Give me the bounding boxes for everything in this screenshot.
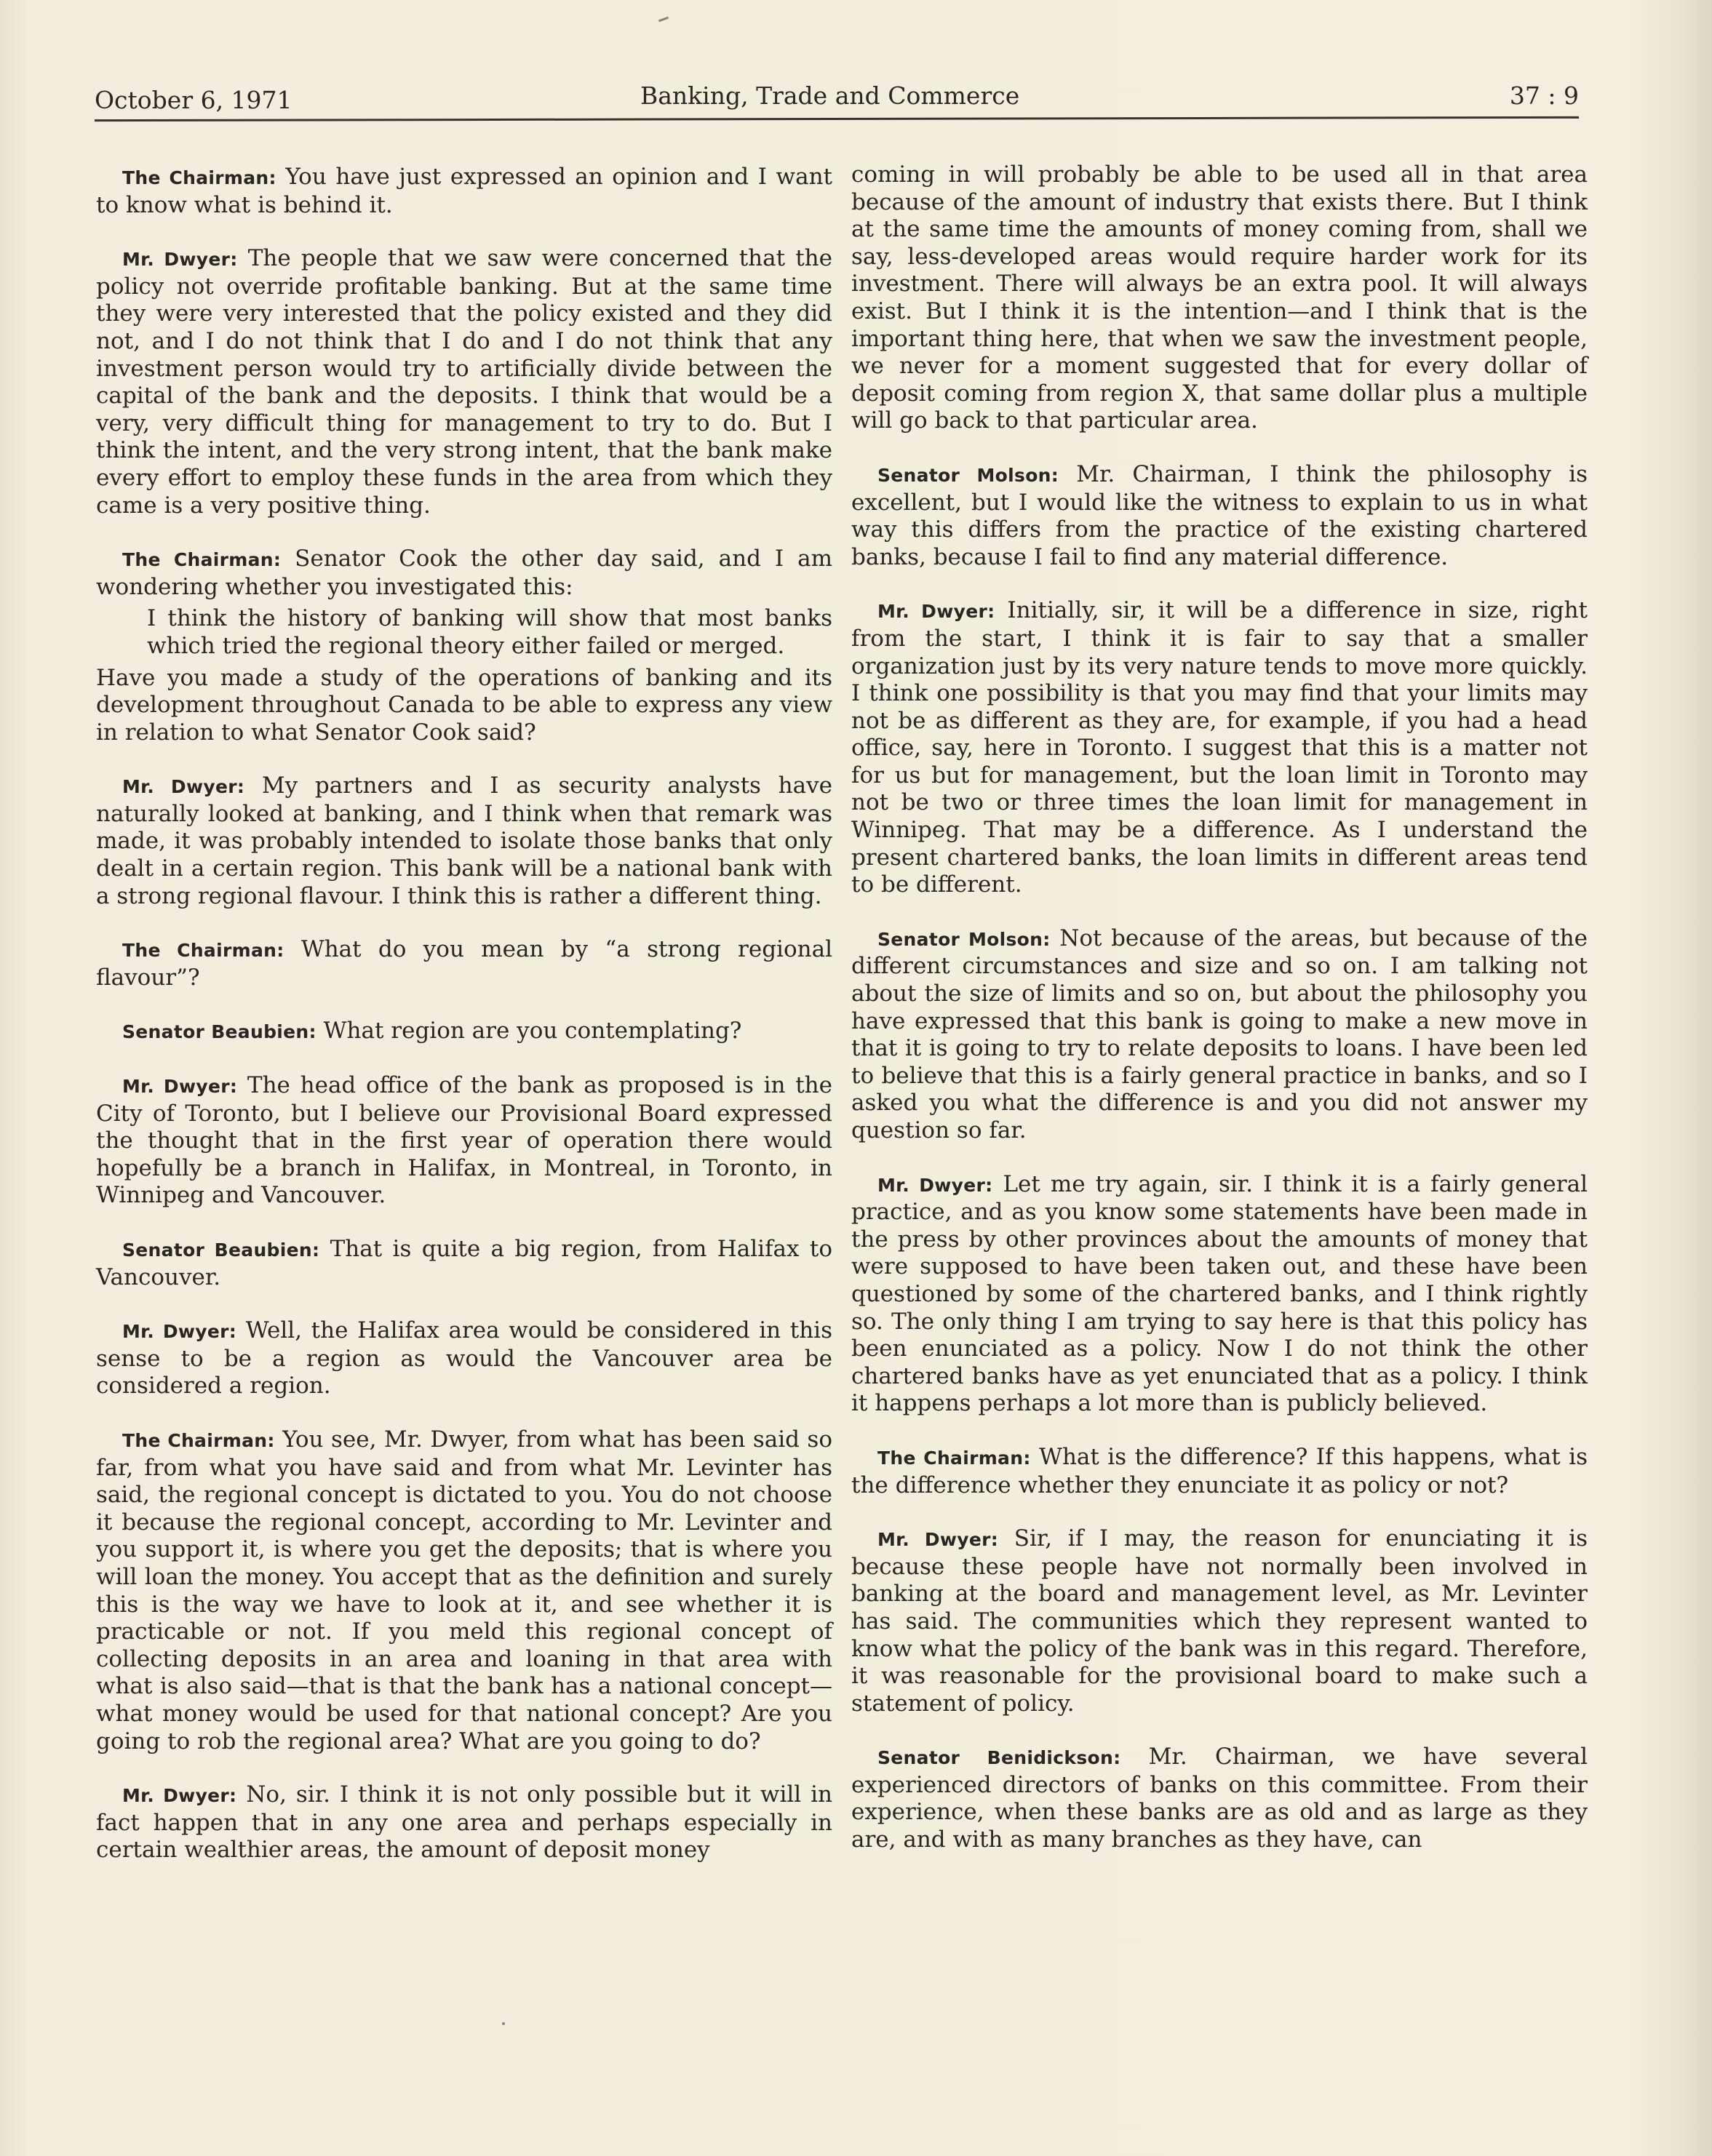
speaker-label: Mr. Dwyer: xyxy=(877,1529,999,1551)
header-title: Banking, Trade and Commerce xyxy=(640,81,1020,110)
paragraph xyxy=(851,925,1588,1145)
speaker-label: Mr. Dwyer: xyxy=(122,249,238,271)
paragraph xyxy=(851,161,1588,435)
paragraph-text: Well, the Halifax area would be considered in this sense to be a region as would the Vancouver area be considered a region. xyxy=(96,1317,832,1400)
paragraph xyxy=(96,546,832,601)
paragraph-text: That is quite a big region, from Halifax to Vancouver. xyxy=(96,1236,832,1290)
right-column xyxy=(851,161,1588,1880)
running-header xyxy=(95,79,1579,122)
paragraph-text: Not because of the areas, but because of the different circumstances and size and so on. I am talking not about the size of limits and so on, but about the philosophy you have expressed that this bank is going to make a new move in that it is going to try to relate deposits to loans. I have been led to believe that this is a fairly general practice in banks, and so I asked you what the difference is and you did not answer my question so far. xyxy=(851,925,1588,1143)
paragraph-text: The people that we saw were concerned that the policy not override profitable banking. But at the same time they were very interested that the policy existed and they did not, and I do not think that I do and I do not think that any investment person would try to artificially divide between the capital of the bank and the deposits. I think that would be a very, very difficult thing for management to try to do. But I think the intent, and the very strong intent, that the bank make every effort to employ these funds in the area from which they came is a very positive thing. xyxy=(96,245,832,519)
paragraph-text: What region are you contemplating? xyxy=(323,1018,742,1045)
paragraph xyxy=(851,1744,1588,1853)
block-quote: I think the history of banking will show that most banks which tried the regional theory either failed or merged. xyxy=(147,605,832,659)
paragraph-text: No, sir. I think it is not only possible but it will in fact happen that in any one area and perhaps especially in certain wealthier areas, the amount of deposit money xyxy=(96,1781,833,1864)
speaker-label: Mr. Dwyer: xyxy=(877,601,995,623)
paragraph xyxy=(96,1426,832,1755)
paragraph-text: What do you mean by “a strong regional flavour”? xyxy=(96,936,832,991)
speaker-label: Mr. Dwyer: xyxy=(122,776,245,798)
page-mark xyxy=(658,17,669,23)
paragraph-text: Have you made a study of the operations of banking and its development throughout Canada to be able to express any view in relation to what Senator Cook said? xyxy=(96,664,832,746)
paragraph xyxy=(851,1171,1588,1418)
header-date: October 6, 1971 xyxy=(95,86,292,114)
speaker-label: Mr. Dwyer: xyxy=(877,1174,993,1196)
paper-speck xyxy=(502,2022,505,2025)
speaker-label: The Chairman: xyxy=(122,940,284,962)
speaker-label: Senator Molson: xyxy=(877,928,1051,950)
paragraph xyxy=(96,1072,832,1210)
paragraph xyxy=(96,665,832,747)
speaker-label: The Chairman: xyxy=(122,549,282,571)
paragraph xyxy=(851,1444,1588,1499)
paragraph xyxy=(851,1525,1588,1717)
speaker-label: The Chairman: xyxy=(877,1447,1031,1469)
paragraph-text: Mr. Chairman, I think the philosophy is excellent, but I would like the witness to explain to us in what way this differs from the practice of the existing chartered banks, because I fail to find any material difference. xyxy=(851,460,1588,570)
speaker-label: Mr. Dwyer: xyxy=(122,1076,238,1098)
speaker-label: Mr. Dwyer: xyxy=(122,1785,237,1807)
paragraph xyxy=(96,1018,832,1046)
paragraph-text: The head office of the bank as proposed is in the City of Toronto, but I believe our Provisional Board expressed the thought that in the first year of operation there would hopefully be a branch in Halifax, in Montreal, in Toronto, in Winnipeg and Vancouver. xyxy=(96,1072,832,1209)
paragraph-text: Let me try again, sir. I think it is a fairly general practice, and as you know some statements have been made in the press by other provinces about the amounts of money that were supposed to have been taken out, and these have been questioned by some of the chartered banks, and I think rightly so. The only thing I am trying to say here is that this policy has been enunciated as a policy. Now I do not think the other chartered banks have as yet enunciated that as a policy. I think it happens perhaps a lot more than is publicly believed. xyxy=(851,1170,1588,1417)
speaker-label: Senator Beaubien: xyxy=(122,1239,320,1261)
paragraph-text: coming in will probably be able to be used all in that area because of the amount of industry that exists there. But I think at the same time the amounts of money coming from, shall we say, less-developed areas would require harder work for its investment. There will always be an extra pool. It will always exist. But I think it is the intention—and I think that is the important thing here, that when we saw the investment people, we never for a moment suggested that for every dollar of deposit coming from region X, that same dollar plus a multiple will go back to that particular area. xyxy=(851,161,1588,434)
paragraph xyxy=(96,164,832,219)
paragraph xyxy=(96,936,832,991)
speaker-label: The Chairman: xyxy=(122,1429,275,1451)
header-page-number: 37 : 9 xyxy=(1509,81,1579,110)
speaker-label: Senator Benidickson: xyxy=(877,1747,1121,1769)
paragraph xyxy=(96,1317,832,1400)
paragraph xyxy=(96,1236,832,1291)
paragraph-text: My partners and I as security analysts have naturally looked at banking, and I think when that remark was made, it was probably intended to isolate those banks that only dealt in a certain region. This bank will be a national bank with a strong regional flavour. I think this is rather a different thing. xyxy=(96,772,832,909)
paragraph xyxy=(851,461,1588,571)
paragraph-text: You have just expressed an opinion and I want to know what is behind it. xyxy=(96,164,832,218)
speaker-label: The Chairman: xyxy=(122,167,276,188)
paragraph xyxy=(96,245,832,519)
paragraph xyxy=(851,597,1588,899)
paragraph xyxy=(96,772,832,910)
paragraph-text: What is the difference? If this happens, what is the difference whether they enunciate it as policy or not? xyxy=(851,1443,1588,1498)
paragraph-text: Initially, sir, it will be a difference in size, right from the start, I think it is fair to say that a smaller organization just by its very nature tends to move more quickly. I think one possibility is that you may find that your limits may not be as different as they are, for example, if you had a head office, say, here in Toronto. I suggest that this is a matter not for us but for management, but the loan limit in Toronto may not be two or three times the loan limit for management in Winnipeg. That may be a difference. As I understand the present chartered banks, the loan limits in different areas tend to be different. xyxy=(851,597,1588,898)
speaker-label: Senator Beaubien: xyxy=(122,1021,316,1043)
left-column xyxy=(96,164,832,1891)
speaker-label: Mr. Dwyer: xyxy=(122,1321,237,1343)
paragraph-text: Sir, if I may, the reason for enunciating it is because these people have not normally been involved in banking at the board and management level, as Mr. Levinter has said. The communities which they represent wanted to know what the policy of the bank was in this regard. Therefore, it was reasonable for the provisional board to make such a statement of policy. xyxy=(851,1525,1588,1717)
paragraph-text: Mr. Chairman, we have several experienced directors of banks on this committee. From their experience, when these banks are as old and as large as they are, and with as many branches as they have, can xyxy=(851,1744,1588,1853)
paragraph-text: Senator Cook the other day said, and I am wondering whether you investigated this: xyxy=(96,546,832,600)
paragraph-text: You see, Mr. Dwyer, from what has been said so far, from what you have said and from what Mr. Levinter has said, the regional concept is dictated to you. You do not choose it because the regional concept, according to Mr. Levinter and you support it, is where you get the deposits; that is where you will loan the money. You accept that as the definition and surely this is the way we have to look at it, and see whether it is practicable or not. If you meld this regional concept of collecting deposits in an area and loaning in that area with what is also said—that is that the bank has a national concept—what money would be used for that national concept? Are you going to rob the regional area? What are you going to do? xyxy=(96,1426,833,1754)
paragraph xyxy=(96,1781,832,1864)
speaker-label: Senator Molson: xyxy=(877,464,1059,486)
